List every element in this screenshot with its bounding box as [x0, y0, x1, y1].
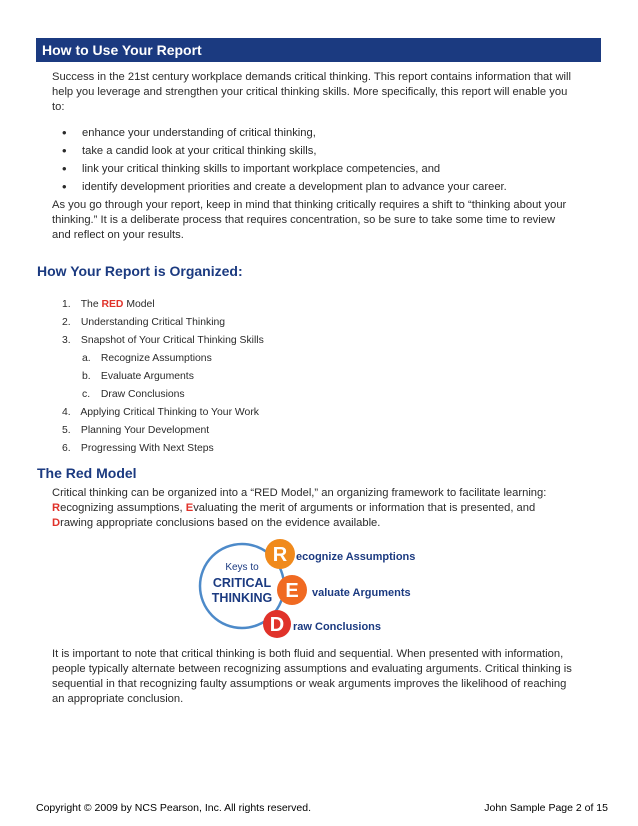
closing-paragraph: As you go through your report, keep in mind that thinking critically requires a shift to “thinking about your thinking.” It is a deliberate process that requires concentration, so be sure to take some time to review and reflect on your results. [52, 199, 567, 241]
red-word: RED [101, 299, 124, 310]
org-item [62, 440, 264, 458]
org-item [62, 296, 264, 314]
letter-r: R [52, 502, 61, 514]
draw-conclusions-label: raw Conclusions [293, 621, 382, 633]
keys-to-text: Keys to [225, 562, 259, 573]
org-item [62, 404, 264, 422]
org-item-text: Planning Your Development [80, 425, 210, 436]
footer-copyright: Copyright © 2009 by NCS Pearson, Inc. All rights reserved. [36, 802, 312, 814]
letter-d: D [52, 517, 61, 529]
letter-e: E [185, 502, 194, 514]
bullet-list [60, 124, 507, 196]
org-item-text: Snapshot of Your Critical Thinking Skills [80, 335, 264, 346]
r-letter: R [272, 544, 288, 566]
org-item-number: 2. [62, 317, 71, 328]
critical-text: CRITICAL [212, 576, 272, 590]
organized-heading: How Your Report is Organized: [37, 263, 243, 279]
org-subitem [62, 368, 264, 386]
org-item-text: Applying Critical Thinking to Your Work [80, 407, 259, 418]
final-paragraph: It is important to note that critical thinking is both fluid and sequential. When presented with information, people typically alternate between recognizing assumptions and evaluating arguments. Critical thinking is sequential in that recognizing faulty assumptions or weak arguments improves the likelihood of reaching an appropriate conclusion. [52, 648, 572, 705]
org-item-number: 6. [62, 443, 71, 454]
org-item-text: Draw Conclusions [100, 389, 185, 400]
org-item-text: Recognize Assumptions [100, 353, 212, 364]
evaluating-text: valuating the merit of arguments or information that is presented, and [193, 502, 536, 514]
org-item [62, 314, 264, 332]
d-letter: D [269, 614, 285, 636]
org-item-text: Progressing With Next Steps [80, 443, 214, 454]
org-subitem [62, 350, 264, 368]
red-model-paragraph [52, 486, 572, 531]
evaluate-arguments-label: valuate Arguments [312, 587, 411, 599]
org-item-text: Evaluate Arguments [100, 371, 194, 382]
footer-page-info: John Sample Page 2 of 15 [484, 802, 608, 814]
org-item [62, 332, 264, 350]
org-item-number: b. [82, 371, 91, 382]
bullet-item: • identify development priorities and create a development plan to advance your career. [60, 178, 507, 196]
org-item-text-pre: The [80, 299, 102, 310]
org-item-text: Understanding Critical Thinking [80, 317, 226, 328]
red-model-diagram [195, 536, 455, 638]
org-item-number: c. [82, 389, 91, 400]
org-item-text-post: Model [123, 299, 155, 310]
e-letter: E [285, 580, 299, 602]
organization-list [62, 296, 264, 458]
bullet-item: • take a candid look at your critical thinking skills, [60, 142, 507, 160]
section-banner: How to Use Your Report [36, 38, 601, 62]
org-item [62, 422, 264, 440]
bullet-item: • link your critical thinking skills to important workplace competencies, and [60, 160, 507, 178]
thinking-text: THINKING [211, 591, 273, 605]
drawing-text: rawing appropriate conclusions based on the evidence available. [60, 517, 381, 529]
org-item-number: 5. [62, 425, 71, 436]
recognizing-text: ecognizing assumptions, [60, 502, 186, 514]
org-item-number: 3. [62, 335, 71, 346]
org-subitem [62, 386, 264, 404]
bullet-item: • enhance your understanding of critical thinking, [60, 124, 507, 142]
org-item-number: a. [82, 353, 91, 364]
recognize-assumptions-label: ecognize Assumptions [296, 551, 416, 563]
intro-paragraph: Success in the 21st century workplace demands critical thinking. This report contains information that will help you leverage and strengthen your critical thinking skills. More specifically, this report will enable you to: [52, 71, 572, 113]
red-model-heading: The Red Model [37, 465, 137, 481]
red-model-line1: Critical thinking can be organized into a “RED Model,” an organizing framework to facilitate learning: [52, 487, 547, 499]
org-item-number: 1. [62, 299, 71, 310]
org-item-number: 4. [62, 407, 71, 418]
